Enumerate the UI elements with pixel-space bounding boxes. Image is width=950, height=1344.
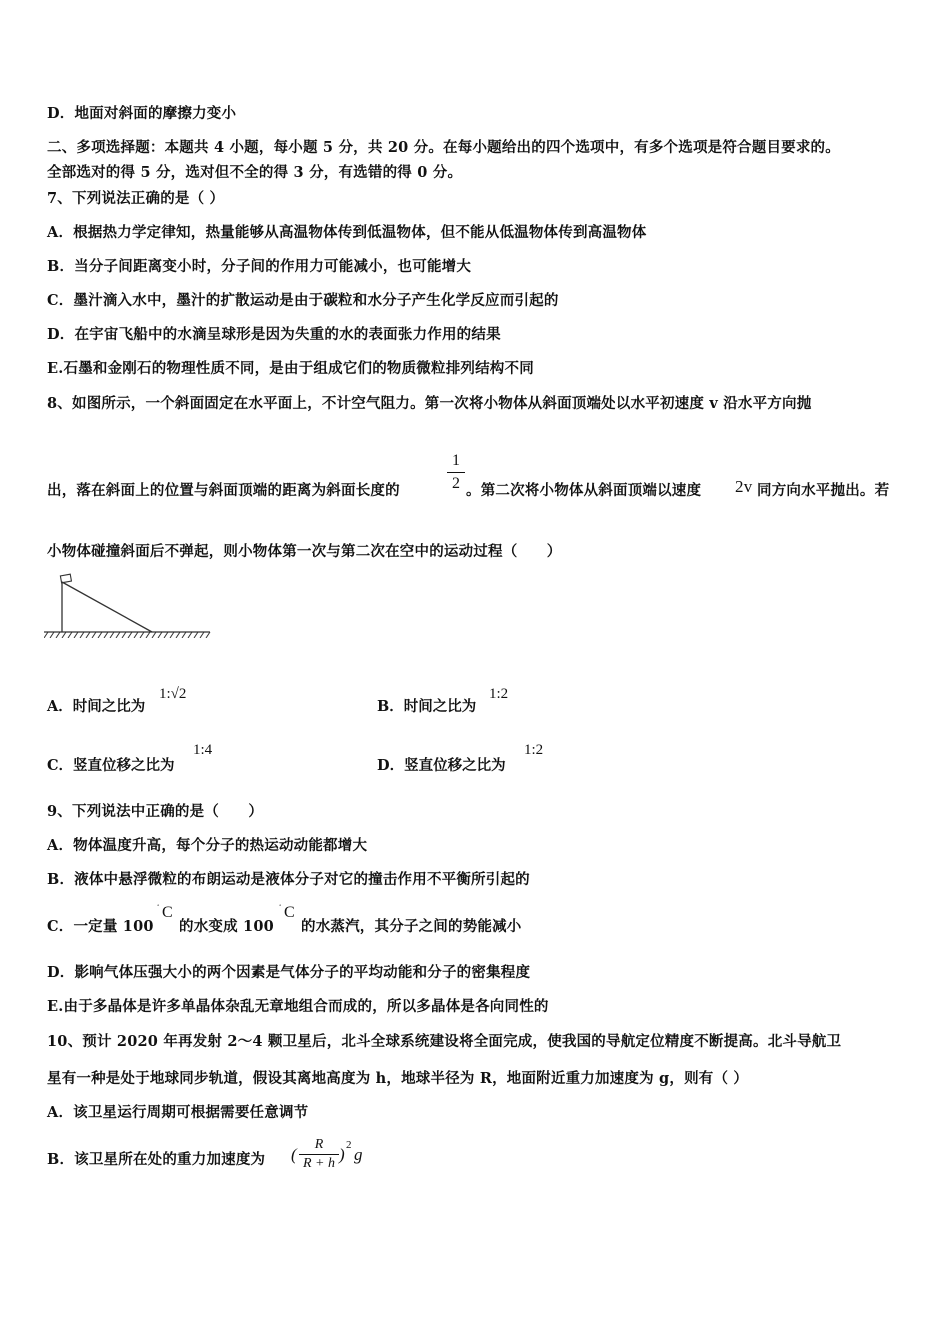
degree-symbol-1: ° [157, 904, 160, 910]
q8-option-b: B．时间之比为 [377, 698, 477, 715]
q7-option-a: A．根据热力学定律知，热量能够从高温物体传到低温物体，但不能从低温物体传到高温物体 [47, 224, 647, 241]
formula-denominator: R + h [303, 1156, 335, 1171]
formula-exponent: 2 [346, 1139, 352, 1151]
q9-option-e: E.由于多晶体是许多单晶体杂乱无章地组合而成的，所以多晶体是各向同性的 [47, 998, 549, 1015]
degree-symbol-2: ° [279, 904, 282, 910]
speed-2v: 2v [735, 477, 753, 496]
incline-figure [44, 572, 212, 638]
q8-option-b-ratio: 1:2 [489, 686, 509, 702]
incline-slope [62, 582, 152, 632]
q7-option-c: C．墨汁滴入水中，墨汁的扩散运动是由于碳粒和水分子产生化学反应而引起的 [47, 292, 559, 309]
q7-option-d: D．在宇宙飞船中的水滴呈球形是因为失重的水的表面张力作用的结果 [47, 326, 501, 343]
fraction-denominator: 2 [452, 475, 460, 492]
q8-stem-line1: 8、如图所示，一个斜面固定在水平面上，不计空气阻力。第一次将小物体从斜面顶端处以水平初速度 v 沿水平方向抛 [47, 395, 812, 412]
q8-option-a-ratio: 1:√2 [159, 686, 187, 702]
q7-stem: 7、下列说法正确的是（ ） [47, 190, 225, 207]
q8-stem-line2-pre: 出，落在斜面上的位置与斜面顶端的距离为斜面长度的 [47, 482, 400, 499]
q7-option-e: E.石墨和金刚石的物理性质不同，是由于组成它们的物质微粒排列结构不同 [47, 360, 534, 377]
section2-heading-line2: 全部选对的得 5 分，选对但不全的得 3 分，有选错的得 0 分。 [47, 164, 463, 181]
q8-option-c: C．竖直位移之比为 [47, 757, 175, 774]
section2-heading-line1: 二、多项选择题：本题共 4 小题，每小题 5 分，共 20 分。在每小题给出的四个选项中，有多个选项是符合题目要求的。 [47, 139, 840, 156]
formula-fraction-bar [299, 1154, 339, 1155]
small-object [60, 574, 71, 583]
q10-option-b: B．该卫星所在处的重力加速度为 [47, 1151, 266, 1168]
q8-stem-line3: 小物体碰撞斜面后不弹起，则小物体第一次与第二次在空中的运动过程（ ） [47, 543, 562, 560]
fraction-numerator: 1 [452, 452, 460, 469]
q9-option-a: A．物体温度升高，每个分子的热运动动能都增大 [47, 837, 368, 854]
celsius-unit-1: C [162, 904, 173, 921]
q9-option-c-part2: 的水变成 100 [179, 918, 274, 935]
formula-g: g [354, 1145, 363, 1164]
celsius-unit-2: C [284, 904, 295, 921]
q8-stem-line2-end: 同方向水平抛出。若 [757, 482, 890, 499]
q8-stem-line2-post: 。第二次将小物体从斜面顶端以速度 [466, 482, 702, 499]
q8-option-d: D．竖直位移之比为 [377, 757, 506, 774]
q9-stem: 9、下列说法中正确的是（ ） [47, 803, 264, 820]
q10-stem-line2: 星有一种是处于地球同步轨道，假设其离地高度为 h，地球半径为 R，地面附近重力加速度为 g，则有（ ） [47, 1070, 749, 1087]
q10-stem-line1: 10、预计 2020 年再发射 2～4 颗卫星后，北斗全球系统建设将全面完成，使我国的导航定位精度不断提高。北斗导航卫 [47, 1033, 842, 1050]
q8-option-a: A．时间之比为 [47, 698, 146, 715]
q7-option-b: B．当分子间距离变小时，分子间的作用力可能减小，也可能增大 [47, 258, 472, 275]
q9-option-b: B．液体中悬浮微粒的布朗运动是液体分子对它的撞击作用不平衡所引起的 [47, 871, 530, 888]
q6-option-d: D．地面对斜面的摩擦力变小 [47, 105, 237, 122]
one-half-fraction [447, 452, 465, 493]
q10-option-a: A．该卫星运行周期可根据需要任意调节 [47, 1104, 309, 1121]
q8-option-c-ratio: 1:4 [193, 742, 213, 758]
fraction-bar [447, 472, 465, 473]
q9-option-c-part3: 的水蒸汽，其分子之间的势能减小 [301, 918, 522, 935]
formula-numerator: R [314, 1137, 324, 1152]
q9-option-c-part1: C．一定量 100 [47, 918, 154, 935]
q9-option-d: D．影响气体压强大小的两个因素是气体分子的平均动能和分子的密集程度 [47, 964, 531, 981]
q8-option-d-ratio: 1:2 [524, 742, 544, 758]
ground-hatching [44, 632, 210, 638]
